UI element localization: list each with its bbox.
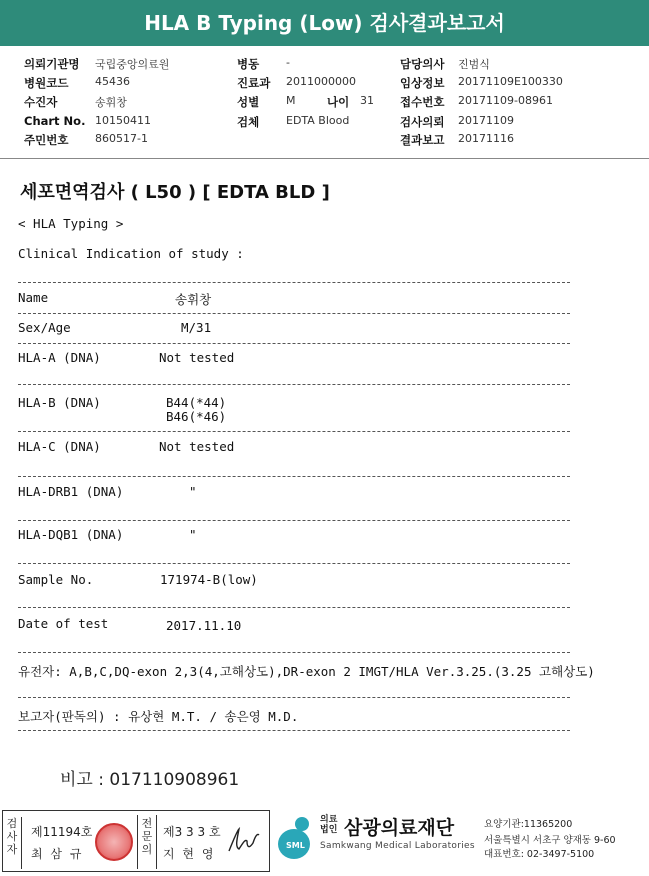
divider xyxy=(18,384,570,385)
divider xyxy=(18,313,570,314)
divider xyxy=(18,607,570,608)
info-label: 의뢰기관명 xyxy=(24,57,80,71)
brand-english: Samkwang Medical Laboratories xyxy=(320,841,475,851)
info-label: 병동 xyxy=(237,57,260,71)
dqb1-value: " xyxy=(189,527,197,542)
info-label: 검체 xyxy=(237,115,260,129)
hla-b-value-2: B46(*46) xyxy=(166,409,227,424)
info-value: 송휘창 xyxy=(95,96,127,109)
address: 서울특별시 서초구 양재동 9-60 xyxy=(484,835,616,846)
info-value: 2011000000 xyxy=(286,75,356,88)
info-value: 20171116 xyxy=(458,132,514,145)
info-label: 병원코드 xyxy=(24,76,69,90)
inspector-no: 제11194호 xyxy=(31,825,93,839)
info-value: EDTA Blood xyxy=(286,114,350,127)
doctor-no: 제3 3 3 호 xyxy=(163,825,221,839)
brand-small: 의료 법인 xyxy=(320,815,338,835)
sample-value: 171974-B(low) xyxy=(160,572,258,587)
info-row xyxy=(0,132,649,150)
age-label: 나이 xyxy=(327,95,350,109)
doctor-label-box xyxy=(137,815,157,869)
seal-icon xyxy=(95,823,133,861)
info-label: 검사의뢰 xyxy=(400,115,445,129)
reporter-line: 보고자(판독의) : 유상현 M.T. / 송은영 M.D. xyxy=(18,709,299,724)
gene-line: 유전자: A,B,C,DQ-exon 2,3(4,고해상도),DR-exon 2 IMGT/HLA Ver.3.25.(3.25 고해상도) xyxy=(18,664,595,679)
info-row xyxy=(0,75,649,93)
divider xyxy=(18,563,570,564)
info-value: 국립중앙의료원 xyxy=(95,58,170,71)
inspector-label-box xyxy=(3,817,22,869)
patient-info xyxy=(0,48,649,158)
hla-c-label: HLA-C (DNA) xyxy=(18,439,101,454)
doctor-name: 지 현 영 xyxy=(163,847,216,861)
info-value: - xyxy=(286,56,290,69)
divider xyxy=(18,476,570,477)
info-label: Chart No. xyxy=(24,114,86,128)
hla-b-value-1: B44(*44) xyxy=(166,395,227,410)
divider xyxy=(0,158,649,159)
divider xyxy=(18,343,570,344)
info-label: 성별 xyxy=(237,95,260,109)
info-label: 임상정보 xyxy=(400,76,445,90)
doctor-label: 전문의 xyxy=(141,817,153,856)
info-label: 결과보고 xyxy=(400,133,445,147)
hla-a-value: Not tested xyxy=(159,350,235,365)
info-label: 담당의사 xyxy=(400,57,445,71)
info-label: 주민번호 xyxy=(24,133,69,147)
name-value: 송휘창 xyxy=(175,292,212,307)
hla-b-label: HLA-B (DNA) xyxy=(18,395,101,410)
brand-name: 삼광의료재단 xyxy=(344,817,455,839)
footer xyxy=(0,808,649,876)
hla-c-value: Not tested xyxy=(159,439,235,454)
info-label: 접수번호 xyxy=(400,95,445,109)
info-row xyxy=(0,114,649,132)
info-value: 20171109-08961 xyxy=(458,94,553,107)
report-title: HLA B Typing (Low) 검사결과보고서 xyxy=(0,0,649,46)
divider xyxy=(18,520,570,521)
inspector-label: 검사자 xyxy=(6,817,18,856)
date-value: 2017.11.10 xyxy=(166,618,242,633)
info-value: 10150411 xyxy=(95,114,151,127)
hla-a-label: HLA-A (DNA) xyxy=(18,350,101,365)
info-value: 45436 xyxy=(95,75,130,88)
info-value: 20171109E100330 xyxy=(458,75,563,88)
sexage-label: Sex/Age xyxy=(18,320,71,335)
info-label: 진료과 xyxy=(237,76,271,90)
logo-text: SML xyxy=(286,841,305,850)
info-value: 진범식 xyxy=(458,58,490,71)
remark: 비고 : 017110908961 xyxy=(60,770,240,790)
age-value: 31 xyxy=(360,94,374,107)
info-value: 860517-1 xyxy=(95,132,148,145)
info-label: 수진자 xyxy=(24,95,58,109)
sample-label: Sample No. xyxy=(18,572,94,587)
section-title: 세포면역검사 ( L50 ) [ EDTA BLD ] xyxy=(20,182,330,203)
indication-label: Clinical Indication of study : xyxy=(18,246,244,261)
info-row xyxy=(0,56,649,74)
info-value: 20171109 xyxy=(458,114,514,127)
date-label: Date of test xyxy=(18,616,109,631)
phone: 대표번호: 02-3497-5100 xyxy=(484,849,595,860)
drb1-label: HLA-DRB1 (DNA) xyxy=(18,484,124,499)
info-row xyxy=(0,94,649,112)
divider xyxy=(18,652,570,653)
sexage-value: M/31 xyxy=(181,320,212,335)
divider xyxy=(18,730,570,731)
divider xyxy=(18,697,570,698)
sml-logo-icon xyxy=(272,814,314,862)
info-value: M xyxy=(286,94,296,107)
inspector-name: 최 삼 규 xyxy=(31,847,84,861)
report-heading: < HLA Typing > xyxy=(18,216,124,231)
signature-box xyxy=(2,810,270,872)
divider xyxy=(18,282,570,283)
name-label: Name xyxy=(18,290,49,305)
drb1-value: " xyxy=(189,484,197,499)
divider xyxy=(18,431,570,432)
institution-code: 요양기관:11365200 xyxy=(484,819,573,830)
signature-icon xyxy=(225,823,263,857)
dqb1-label: HLA-DQB1 (DNA) xyxy=(18,527,124,542)
